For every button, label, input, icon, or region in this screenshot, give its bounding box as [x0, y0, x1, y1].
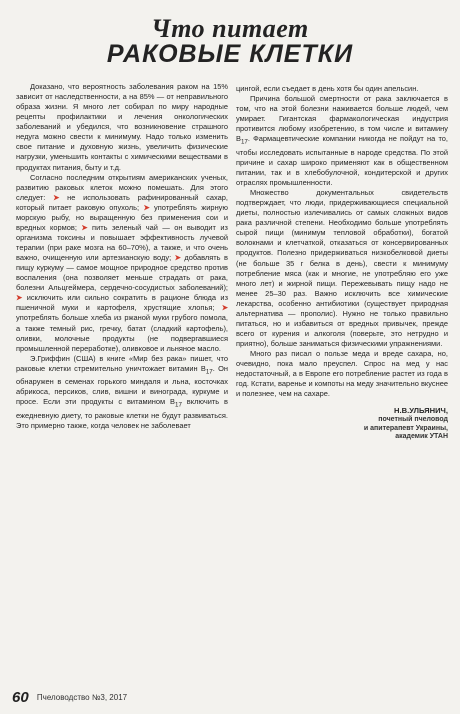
paragraph-continuation: цингой, если съедает в день хотя бы один апельсин.	[236, 84, 419, 93]
author-title-2: и апитерапевт Украины,	[363, 424, 448, 432]
page-number: 60	[12, 689, 29, 706]
griffin-text-2: . Он обнаружен в семенах горького миндаля и льна, косточках абрикоса, персиков, слив, вишни и винограда, куркуме и просе. Если эти продукты с витамином В	[16, 363, 228, 407]
paragraph-diet: Множество документальных свидетельств подтверждает, что люди, придерживающиеся специальной диеты, полностью излечивались от самых сложных видов рака различной степени. Необходимо больше употреблять сырой пищи (минимум тепловой обработки), богатой волокнами и клетчаткой, отказаться от консервированных продуктов. Полезно придерживаться низкобелковой диеты (не больше 35 г белка в день), свести к минимуму потребление мяса (как и многие, не употребляю его уже много лет) и жирной пищи. Пережевывать пищу надо не менее 25–30 раз. Важно исключить все химические лекарства, особенно антибиотики (существует природная альтернатива — прополис). Нужно не только правильно питаться, но и избавиться от вредных привычек, прежде всего от курения и алкоголя (поверьте, это нетрудно и приятно), больше заниматься физическими упражнениями.	[236, 188, 448, 349]
author-signature	[236, 407, 448, 441]
griffin-text-1: Э.Гриффин (США) в книге «Мир без рака» пишет, что раковые клетки стремительно уничтожает витамин В	[16, 353, 228, 373]
tip-fish: употреблять жирную морскую рыбу, но выращенную без применения сои и вредных кормов;	[16, 202, 228, 232]
recommendations-lead: Согласно последним открытиям американских ученых, развитию раковых клеток можно помешать. Для этого следует:	[16, 172, 228, 202]
article-title-line1: Что питает	[151, 14, 309, 43]
journal-issue: Пчеловодство №3, 2017	[36, 693, 128, 702]
tip-sugar: не использовать рафинированный сахар, который питает раковую опухоль;	[16, 192, 228, 212]
author-title-1: почетный пчеловод	[378, 416, 448, 424]
author-name: Н.В.УЛЬЯНИЧ,	[394, 406, 448, 416]
paragraph-honey: Много раз писал о пользе меда и вреде сахара, но, очевидно, пока мало преуспел. Спрос на мед у нас недостаточный, а в Европе его потребление растет из года в год. Кстати, варенье и компоты на меду значительно вкуснее и полезнее, чем на сахаре.	[236, 349, 448, 399]
arrow-right-icon: ➤	[174, 253, 181, 263]
paragraph-griffin	[16, 354, 228, 431]
arrow-right-icon: ➤	[221, 303, 228, 313]
tip-wheat: исключить или сильно сократить в рационе блюда из пшеничной муки и картофеля, хрустящие хлопья;	[16, 293, 228, 313]
arrow-right-icon: ➤	[16, 293, 23, 303]
tip-rye-bread: употреблять больше хлеба из ржаной муки грубого помола, а также темный рис, гречку, батат (сладкий картофель), оливки, молочные продукты (не подвергавшиеся промышленной переработке), оливковое и льняное масло.	[16, 313, 228, 353]
vitamin-subscript: 17	[175, 401, 182, 409]
arrow-right-icon: ➤	[53, 192, 60, 202]
article-title-line2: РАКОВЫЕ КЛЕТКИ	[106, 40, 354, 68]
arrow-right-icon: ➤	[143, 202, 150, 212]
paragraph-mortality	[236, 94, 448, 188]
paragraph-recommendations	[16, 173, 228, 354]
author-title-3: академик УТАН	[395, 433, 448, 441]
griffin-text-3: включить в ежедневную диету, то раковые клетки не будут развиваться. Это примерно также, когда человек не заболевает	[16, 397, 228, 431]
mortality-text-2: . Фармацевтические компании никогда не пойдут на то, чтобы исследовать испытанные в народе средства. По этой причине и сахар широко применяют как в общественном питании, так и в хлебобулочной, кондитерской и других отраслях промышленности.	[236, 134, 448, 188]
mortality-text-1: Причина большой смертности от рака заключается в том, что на этой болезни наживается больше людей, чем умирает. Гигантская фармакологическая индустрия противится любому изобретению, в том числе и витамину В	[236, 94, 448, 144]
arrow-right-icon: ➤	[81, 222, 88, 232]
vitamin-subscript: 17	[240, 138, 248, 146]
tip-turmeric: добавлять в пищу куркуму — самое мощное природное средство против воспаления (она позволяет меньше страдать от рака, болезни Альцгеймера, сердечно-сосудистых заболеваний);	[16, 253, 228, 293]
tip-green-tea: пить зеленый чай — он выводит из организма токсины и повышает эффективность лучевой терапии (при раке мозга на 60–70%), а также, и что очень важно, очищенную или артезианскую воду;	[16, 222, 228, 263]
right-column	[236, 84, 448, 442]
left-column	[16, 82, 228, 431]
vitamin-subscript: 17	[205, 368, 213, 376]
page-footer	[12, 689, 127, 706]
paragraph-intro: Доказано, что вероятность заболевания раком на 15% зависит от наследственности, а на 85% — от неправильного образа жизни. Я много лет собирал по миру народные рецепты профилактики и лечения онкологических заболеваний и убедился, что возникновение страшного недуга можно свести к минимуму. Надо только изменить свое питание и духовную жизнь, увеличить физические нагрузки, уменьшить контакты с химическими веществами в продуктах питания, быту и т.д.	[16, 82, 228, 172]
